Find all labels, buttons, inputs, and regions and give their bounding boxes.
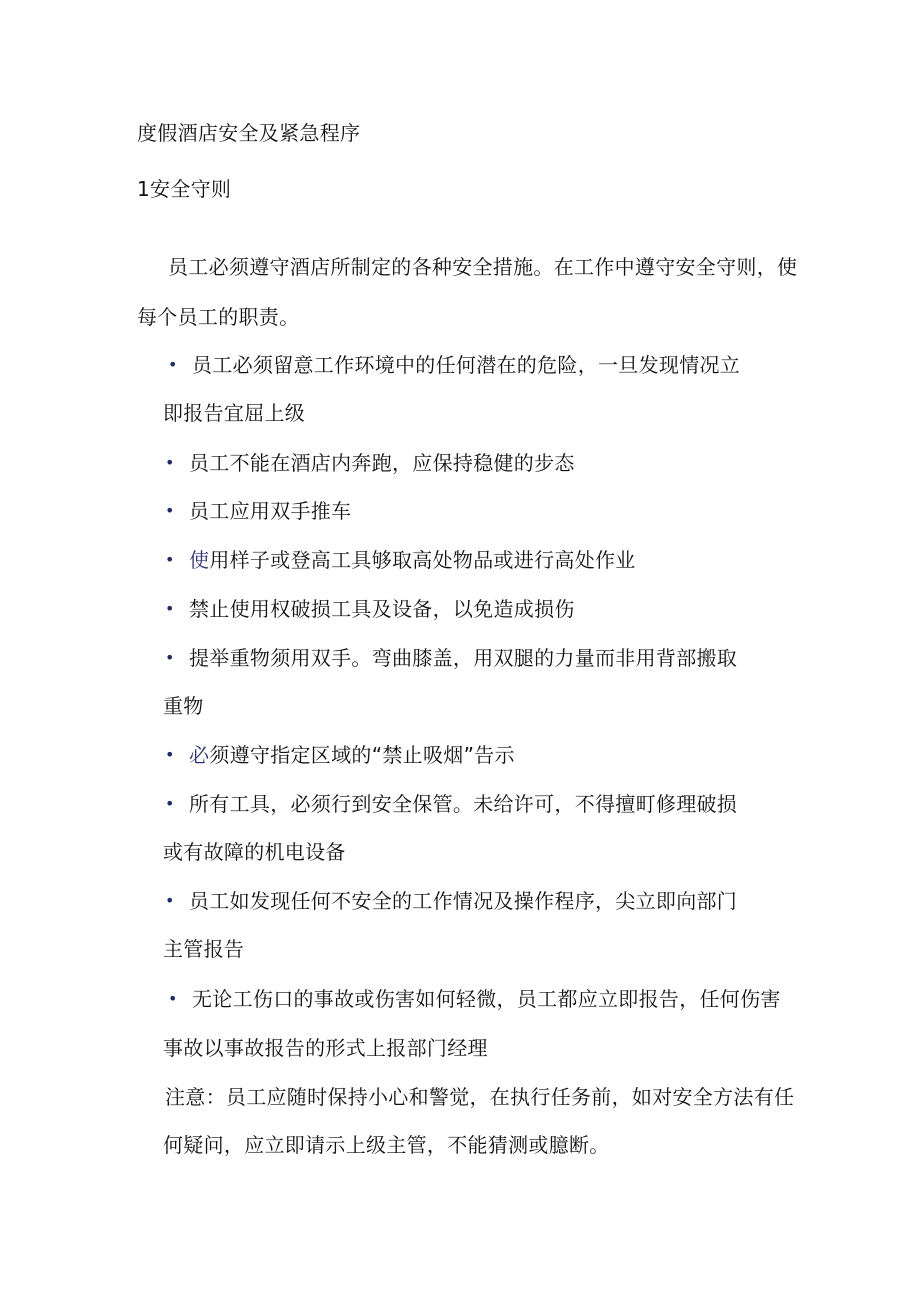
list-item-text: 员工如发现任何不安全的工作情况及操作程序，尖立即向部门 — [189, 889, 738, 913]
list-item-text-accent: 使 — [189, 548, 210, 572]
list-item-continuation: 主管报告 — [163, 937, 245, 961]
list-item — [165, 595, 575, 623]
list-item — [165, 449, 575, 477]
bullet-icon: • — [165, 745, 175, 764]
bullet-icon: • — [165, 648, 175, 667]
list-item — [165, 644, 737, 672]
list-item — [168, 351, 740, 379]
list-item-text: 须遵守指定区域的“禁止吸烟”告示 — [209, 743, 515, 767]
list-item-text-accent: 必 — [189, 743, 210, 767]
list-item-text: 无论工伤口的事故或伤害如何轻微，员工都应立即报告，任何伤害 — [192, 987, 781, 1011]
bullet-icon: • — [165, 550, 175, 569]
bullet-icon: • — [168, 355, 178, 374]
bullet-icon: • — [165, 599, 175, 618]
list-item — [165, 497, 351, 525]
bullet-icon: • — [168, 989, 178, 1008]
list-item-text: 提举重物须用双手。弯曲膝盖，用双腿的力量而非用背部搬取 — [189, 646, 738, 670]
bullet-icon: • — [165, 794, 175, 813]
list-item-text: 用样子或登高工具够取高处物品或进行高处作业 — [209, 548, 636, 572]
list-item-text: 禁止使用权破损工具及设备，以免造成损伤 — [189, 597, 575, 621]
note-line-2: 何疑问，应立即请示上级主管，不能猜测或臆断。 — [163, 1133, 610, 1157]
list-item-continuation: 或有故障的机电设备 — [163, 840, 346, 864]
list-item — [165, 741, 515, 769]
list-item-text: 所有工具，必须行到安全保管。未给许可，不得擅町修理破损 — [189, 792, 738, 816]
bullet-icon: • — [165, 891, 175, 910]
list-item-text: 员工不能在酒店内奔跑，应保持稳健的步态 — [189, 451, 575, 475]
list-item — [165, 546, 636, 574]
list-item — [165, 790, 737, 818]
note-line-1: 注意：员工应随时保持小心和警觉，在执行任务前，如对安全方法有任 — [165, 1085, 795, 1109]
list-item-continuation: 即报告宜屈上级 — [163, 401, 306, 425]
bullet-icon: • — [165, 501, 175, 520]
list-item — [165, 887, 737, 915]
intro-line-1: 员工必须遵守酒店所制定的各种安全措施。在工作中遵守安全守则，使 — [168, 255, 798, 279]
section-heading: 1安全守则 — [137, 177, 232, 201]
list-item-continuation: 重物 — [163, 694, 204, 718]
list-item-text: 员工必须留意工作环境中的任何潜在的危险，一旦发现情况立 — [192, 353, 741, 377]
list-item-continuation: 事故以事故报告的形式上报部门经理 — [163, 1036, 488, 1060]
list-item-text: 员工应用双手推车 — [189, 499, 352, 523]
intro-line-2: 每个员工的职责。 — [137, 305, 300, 329]
list-item — [168, 985, 781, 1013]
bullet-icon: • — [165, 453, 175, 472]
document-title: 度假酒店安全及紧急程序 — [137, 121, 361, 145]
